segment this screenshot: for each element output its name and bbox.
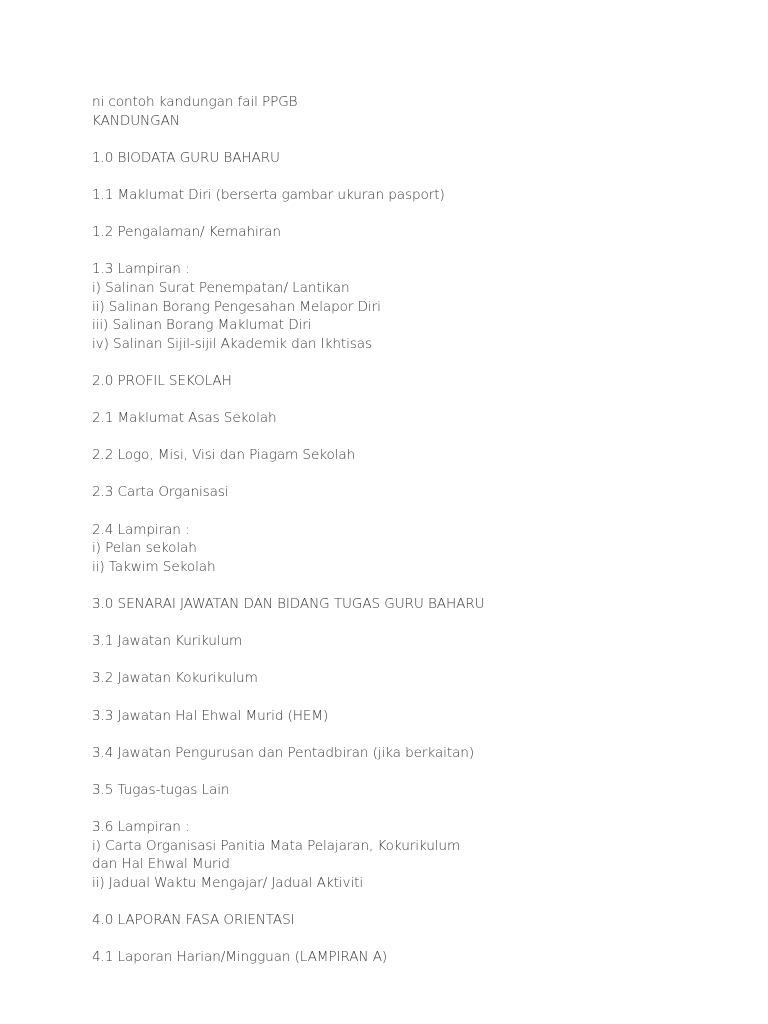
subsection-item: 3.3 Jawatan Hal Ehwal Murid (HEM) [92,707,329,724]
intro-line: ni contoh kandungan fail PPGB [92,94,298,110]
subsection-item: 3.5 Tugas-tugas Lain [92,781,230,798]
attachment-item: iv) Salinan Sijil-sijil Akademik dan Ikhtisas [92,335,372,352]
subsection-item: 3.2 Jawatan Kokurikulum [92,670,258,687]
attachment-item: ii) Jadual Waktu Mengajar/ Jadual Aktiviti [92,874,364,891]
subsection-item: 2.2 Logo, Misi, Visi dan Piagam Sekolah [92,447,356,464]
blank-line [92,800,732,819]
blank-line [92,130,732,149]
blank-line [92,242,732,261]
attachment-item-continued: dan Hal Ehwal Murid [92,856,230,873]
blank-line [92,930,732,949]
attachment-item: i) Carta Organisasi Panitia Mata Pelajaran, Kokurikulum [92,837,461,854]
attachment-item: iii) Salinan Borang Maklumat Diri [92,317,312,334]
subsection-item: 1.2 Pengalaman/ Kemahiran [92,224,281,241]
subsection-item: 1.1 Maklumat Diri (berserta gambar ukuran pasport) [92,186,445,203]
contents-heading: KANDUNGAN [92,112,180,129]
subsection-item: 3.4 Jawatan Pengurusan dan Pentadbiran (jika berkaitan) [92,744,475,761]
subsection-item: 2.1 Maklumat Asas Sekolah [92,410,277,427]
blank-line [92,651,732,670]
blank-line [92,391,732,410]
subsection-item: 1.3 Lampiran : [92,261,190,278]
section-heading: 4.0 LAPORAN FASA ORIENTASI [92,912,295,929]
attachment-item: i) Salinan Surat Penempatan/ Lantikan [92,279,350,296]
attachment-item: ii) Takwim Sekolah [92,558,216,575]
blank-line [92,502,732,521]
subsection-item: 4.1 Laporan Harian/Mingguan (LAMPIRAN A) [92,949,388,966]
section-heading: 2.0 PROFIL SEKOLAH [92,372,232,389]
blank-line [92,167,732,186]
subsection-item: 3.1 Jawatan Kurikulum [92,633,243,650]
blank-line [92,576,732,595]
blank-line [92,353,732,372]
attachment-item: i) Pelan sekolah [92,540,197,557]
section-heading: 1.0 BIODATA GURU BAHARU [92,149,280,166]
blank-line [92,205,732,224]
section-heading: 3.0 SENARAI JAWATAN DAN BIDANG TUGAS GURU BAHARU [92,596,485,613]
blank-line [92,762,732,781]
blank-line [92,688,732,707]
blank-line [92,725,732,744]
blank-line [92,428,732,447]
subsection-item: 3.6 Lampiran : [92,819,190,836]
document-body [92,93,732,967]
subsection-item: 2.4 Lampiran : [92,521,190,538]
subsection-item: 2.3 Carta Organisasi [92,484,229,501]
attachment-item: ii) Salinan Borang Pengesahan Melapor Diri [92,298,381,315]
blank-line [92,614,732,633]
blank-line [92,465,732,484]
blank-line [92,893,732,912]
